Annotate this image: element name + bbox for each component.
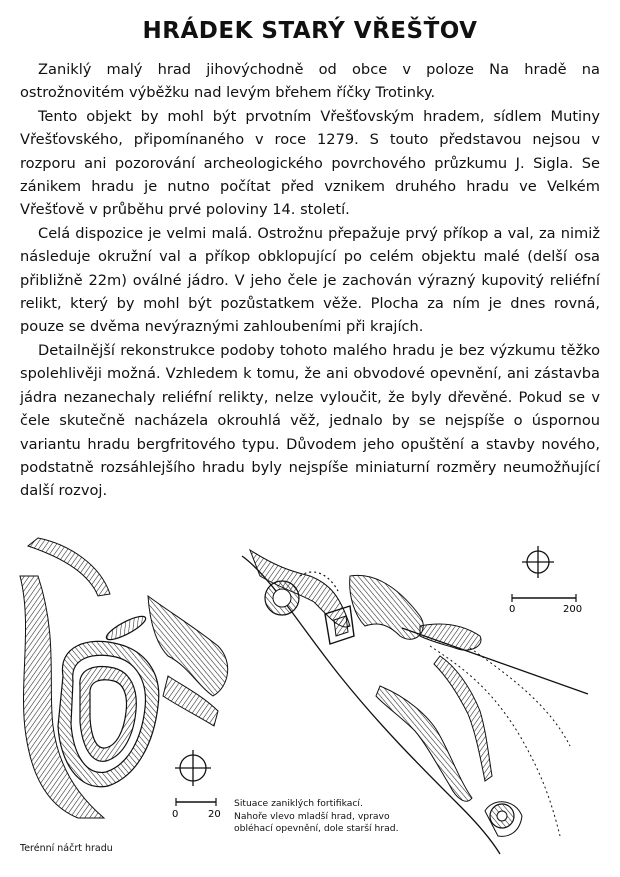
terrain-sketch-figure [18,536,238,821]
paragraph-4: Detailnější rekonstrukce podoby tohoto malého hradu je bez výzkumu těžko spolehlivěji možná. Vzhledem k tomu, že ani obvodové opevnění, ani zástavba jádra nezanechaly reliéfní relikty, nelze vyloučit, že byly dřevěné. Pokud se v čele skutečně nacházela okrouhlá věž, jednalo by se nejspíše o úspornou variantu hradu bergfritového typu. Důvodem jeho opuštění a stavby nového, podstatně rozsáhlejšího hradu byly nejspíše miniaturní rozměry neumožňující další rozvoj. [20,341,600,500]
paragraph-2: Tento objekt by mohl být prvotním Vřešťovským hradem, sídlem Mutiny Vřešťovského, připomínaného v roce 1279. S touto představou nejsou v rozporu ani pozorování archeologického povrchového průzkumu J. Sigla. Se zánikem hradu je nutno počítat před vznikem druhého hradu ve Velkém Vřešťově v průběhu prvé poloviny 14. století. [20,107,600,219]
page-title: HRÁDEK STARÝ VŘEŠŤOV [142,18,478,44]
paragraph-3: Celá dispozice je velmi malá. Ostrožnu přepažuje prvý příkop a val, za nimiž následuje okružní val a příkop obklopující po celém objektu malé (delší osa přibližně 22m) oválné jádro. V jeho čele je zachován výrazný kupovitý reliéfní relikt, který by mohl být pozůstatkem věže. Plocha za ním je dnes rovná, pouze se dvěma nevýraznými zahloubeními při krajích. [20,224,600,336]
paragraph-1: Zaniklý malý hrad jihovýchodně od obce v poloze Na hradě na ostrožnovitém výběžku nad levým břehem říčky Trotinky. [20,61,600,102]
right-scale-end: 200 [563,604,583,615]
right-caption-line-2: Nahoře vlevo mladší hrad, vpravo [234,810,390,822]
right-figure-caption [232,796,411,838]
body-text [20,58,600,503]
right-caption-line-3: obléhací opevnění, dole starší hrad. [234,823,399,834]
right-scale-start: 0 [509,604,516,615]
left-figure-caption: Terénní náčrt hradu [20,843,113,854]
right-caption-line-1: Situace zaniklých fortifikací. [234,798,363,809]
terrain-sketch-drawing [18,536,238,821]
left-scale-end: 20 [208,809,221,820]
left-scale-start: 0 [172,809,179,820]
